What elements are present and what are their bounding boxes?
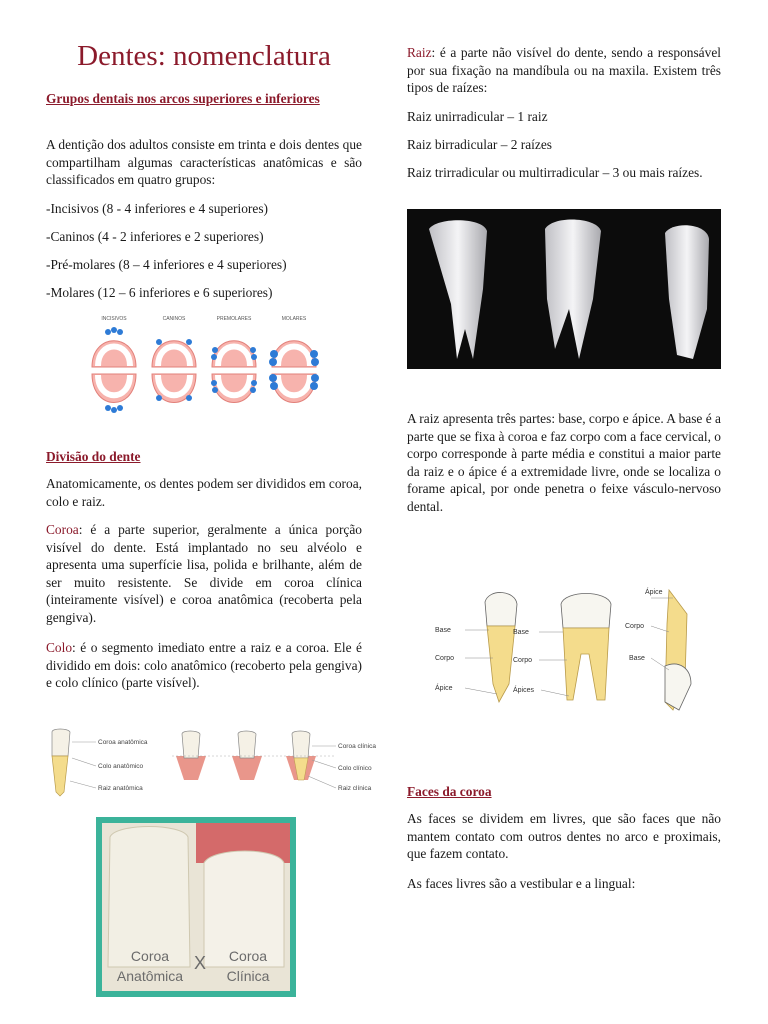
label-apice-1: Ápice	[435, 685, 453, 692]
caption-anatomica: Anatômica	[116, 968, 184, 984]
arch-label-premolares: PREMOLARES	[216, 316, 252, 322]
faces-paragraph: As faces se dividem em livres, que são faces que não mantem contato com outros dentes no arco e proximais, que fazem contato.	[407, 811, 721, 861]
root-types-photo	[407, 209, 721, 369]
coroa-paragraph	[46, 521, 362, 626]
caption-clinica: Clínica	[226, 968, 270, 984]
root-parts-diagram	[429, 584, 699, 720]
label-corpo-2: Corpo	[513, 657, 533, 664]
canine-drawing	[665, 590, 691, 710]
group-incisivos: -Incisivos (8 - 4 inferiores e 4 superiores)	[46, 201, 268, 216]
label-apice-3: Ápice	[645, 589, 663, 596]
molar-drawing	[561, 594, 611, 701]
tooth-photo-2	[545, 219, 601, 359]
tooth-photo-1	[429, 220, 487, 359]
groups-heading: Grupos dentais nos arcos superiores e inferiores	[46, 91, 320, 106]
raiz-term: Raiz	[407, 45, 432, 60]
page-title: Dentes: nomenclatura	[77, 40, 331, 72]
crown-photo	[96, 817, 296, 997]
group-molares: -Molares (12 – 6 inferiores e 6 superiores)	[46, 285, 273, 300]
dental-arches-figure	[84, 312, 324, 420]
teeth-clinical-series	[172, 731, 336, 780]
label-apices: Ápices	[513, 687, 535, 694]
colo-paragraph	[46, 639, 362, 692]
label-raiz-clinica: Raiz clínica	[338, 785, 372, 792]
groups-intro: A dentição dos adultos consiste em trinta e dois dentes que compartilham algumas características anatômicas e são classificados em quatro grupos:	[46, 137, 362, 187]
label-colo-anatomico: Colo anatômico	[98, 763, 144, 770]
arch-label-caninos: CANINOS	[162, 316, 186, 322]
faces-heading: Faces da coroa	[407, 784, 492, 799]
division-intro: Anatomicamente, os dentes podem ser divididos em coroa, colo e raiz.	[46, 476, 362, 509]
group-caninos: -Caninos (4 - 2 inferiores e 2 superiores)	[46, 229, 264, 244]
arch-premolares	[211, 341, 257, 403]
arch-molares	[269, 341, 319, 403]
premolar-drawing	[485, 592, 517, 702]
label-coroa-anatomica: Coroa anatômica	[98, 739, 148, 746]
raiz-paragraph	[407, 44, 721, 97]
label-corpo-3: Corpo	[625, 623, 645, 630]
root-type-uni: Raiz unirradicular – 1 raiz	[407, 109, 548, 124]
caption-coroa-left: Coroa	[130, 948, 170, 964]
root-parts-paragraph: A raiz apresenta três partes: base, corpo e ápice. A base é a parte que se fixa à coroa e faz corpo com a face cervical, o corpo corresponde à parte média e constitui a maior parte da raiz e o ápice é a extremidade livre, onde se localiza o forame apical, por onde penetra o feixe vásculo-nervoso dental.	[407, 411, 721, 514]
crown-neck-root-diagram	[46, 726, 376, 802]
colo-text: : é o segmento imediato entre a raiz e a coroa. Ele é dividido em dois: colo anatômico (recoberto pela gengiva) e colo clínico (parte visível).	[46, 640, 362, 690]
label-colo-clinico: Colo clínico	[338, 765, 372, 772]
division-heading: Divisão do dente	[46, 449, 141, 464]
arch-incisivos	[92, 327, 136, 413]
arch-caninos	[152, 339, 196, 403]
root-type-bi: Raiz birradicular – 2 raízes	[407, 137, 552, 152]
root-type-tri: Raiz trirradicular ou multirradicular – 3 ou mais raízes.	[407, 165, 703, 180]
caption-x: X	[193, 953, 207, 973]
arch-label-incisivos: INCISIVOS	[101, 316, 127, 322]
label-base-3: Base	[629, 655, 645, 662]
faces-livres-paragraph: As faces livres são a vestibular e a lingual:	[407, 876, 636, 891]
label-base-2: Base	[513, 629, 529, 636]
label-coroa-clinica: Coroa clínica	[338, 743, 376, 750]
label-corpo-1: Corpo	[435, 655, 455, 662]
coroa-term: Coroa	[46, 522, 79, 537]
colo-term: Colo	[46, 640, 73, 655]
raiz-text: : é a parte não visível do dente, sendo a responsável por sua fixação na mandíbula ou na maxila. Existem três tipos de raízes:	[407, 45, 721, 95]
group-pre-molares: -Pré-molares (8 – 4 inferiores e 4 superiores)	[46, 257, 287, 272]
label-raiz-anatomica: Raiz anatômica	[98, 785, 143, 792]
tooth-anatomical	[52, 729, 70, 796]
arch-label-molares: MOLARES	[281, 316, 307, 322]
tooth-photo-3	[665, 225, 709, 359]
caption-coroa-right: Coroa	[228, 948, 268, 964]
coroa-text: : é a parte superior, geralmente a única porção visível do dente. Está implantado no seu alvéolo e apresenta uma superfície lisa, polida e brilhante, além de ser muito resistente. Se divide em coroa clínica (inteiramente visível) e coroa anatômica (recoberta pela gengiva).	[46, 522, 362, 625]
label-base-1: Base	[435, 627, 451, 634]
